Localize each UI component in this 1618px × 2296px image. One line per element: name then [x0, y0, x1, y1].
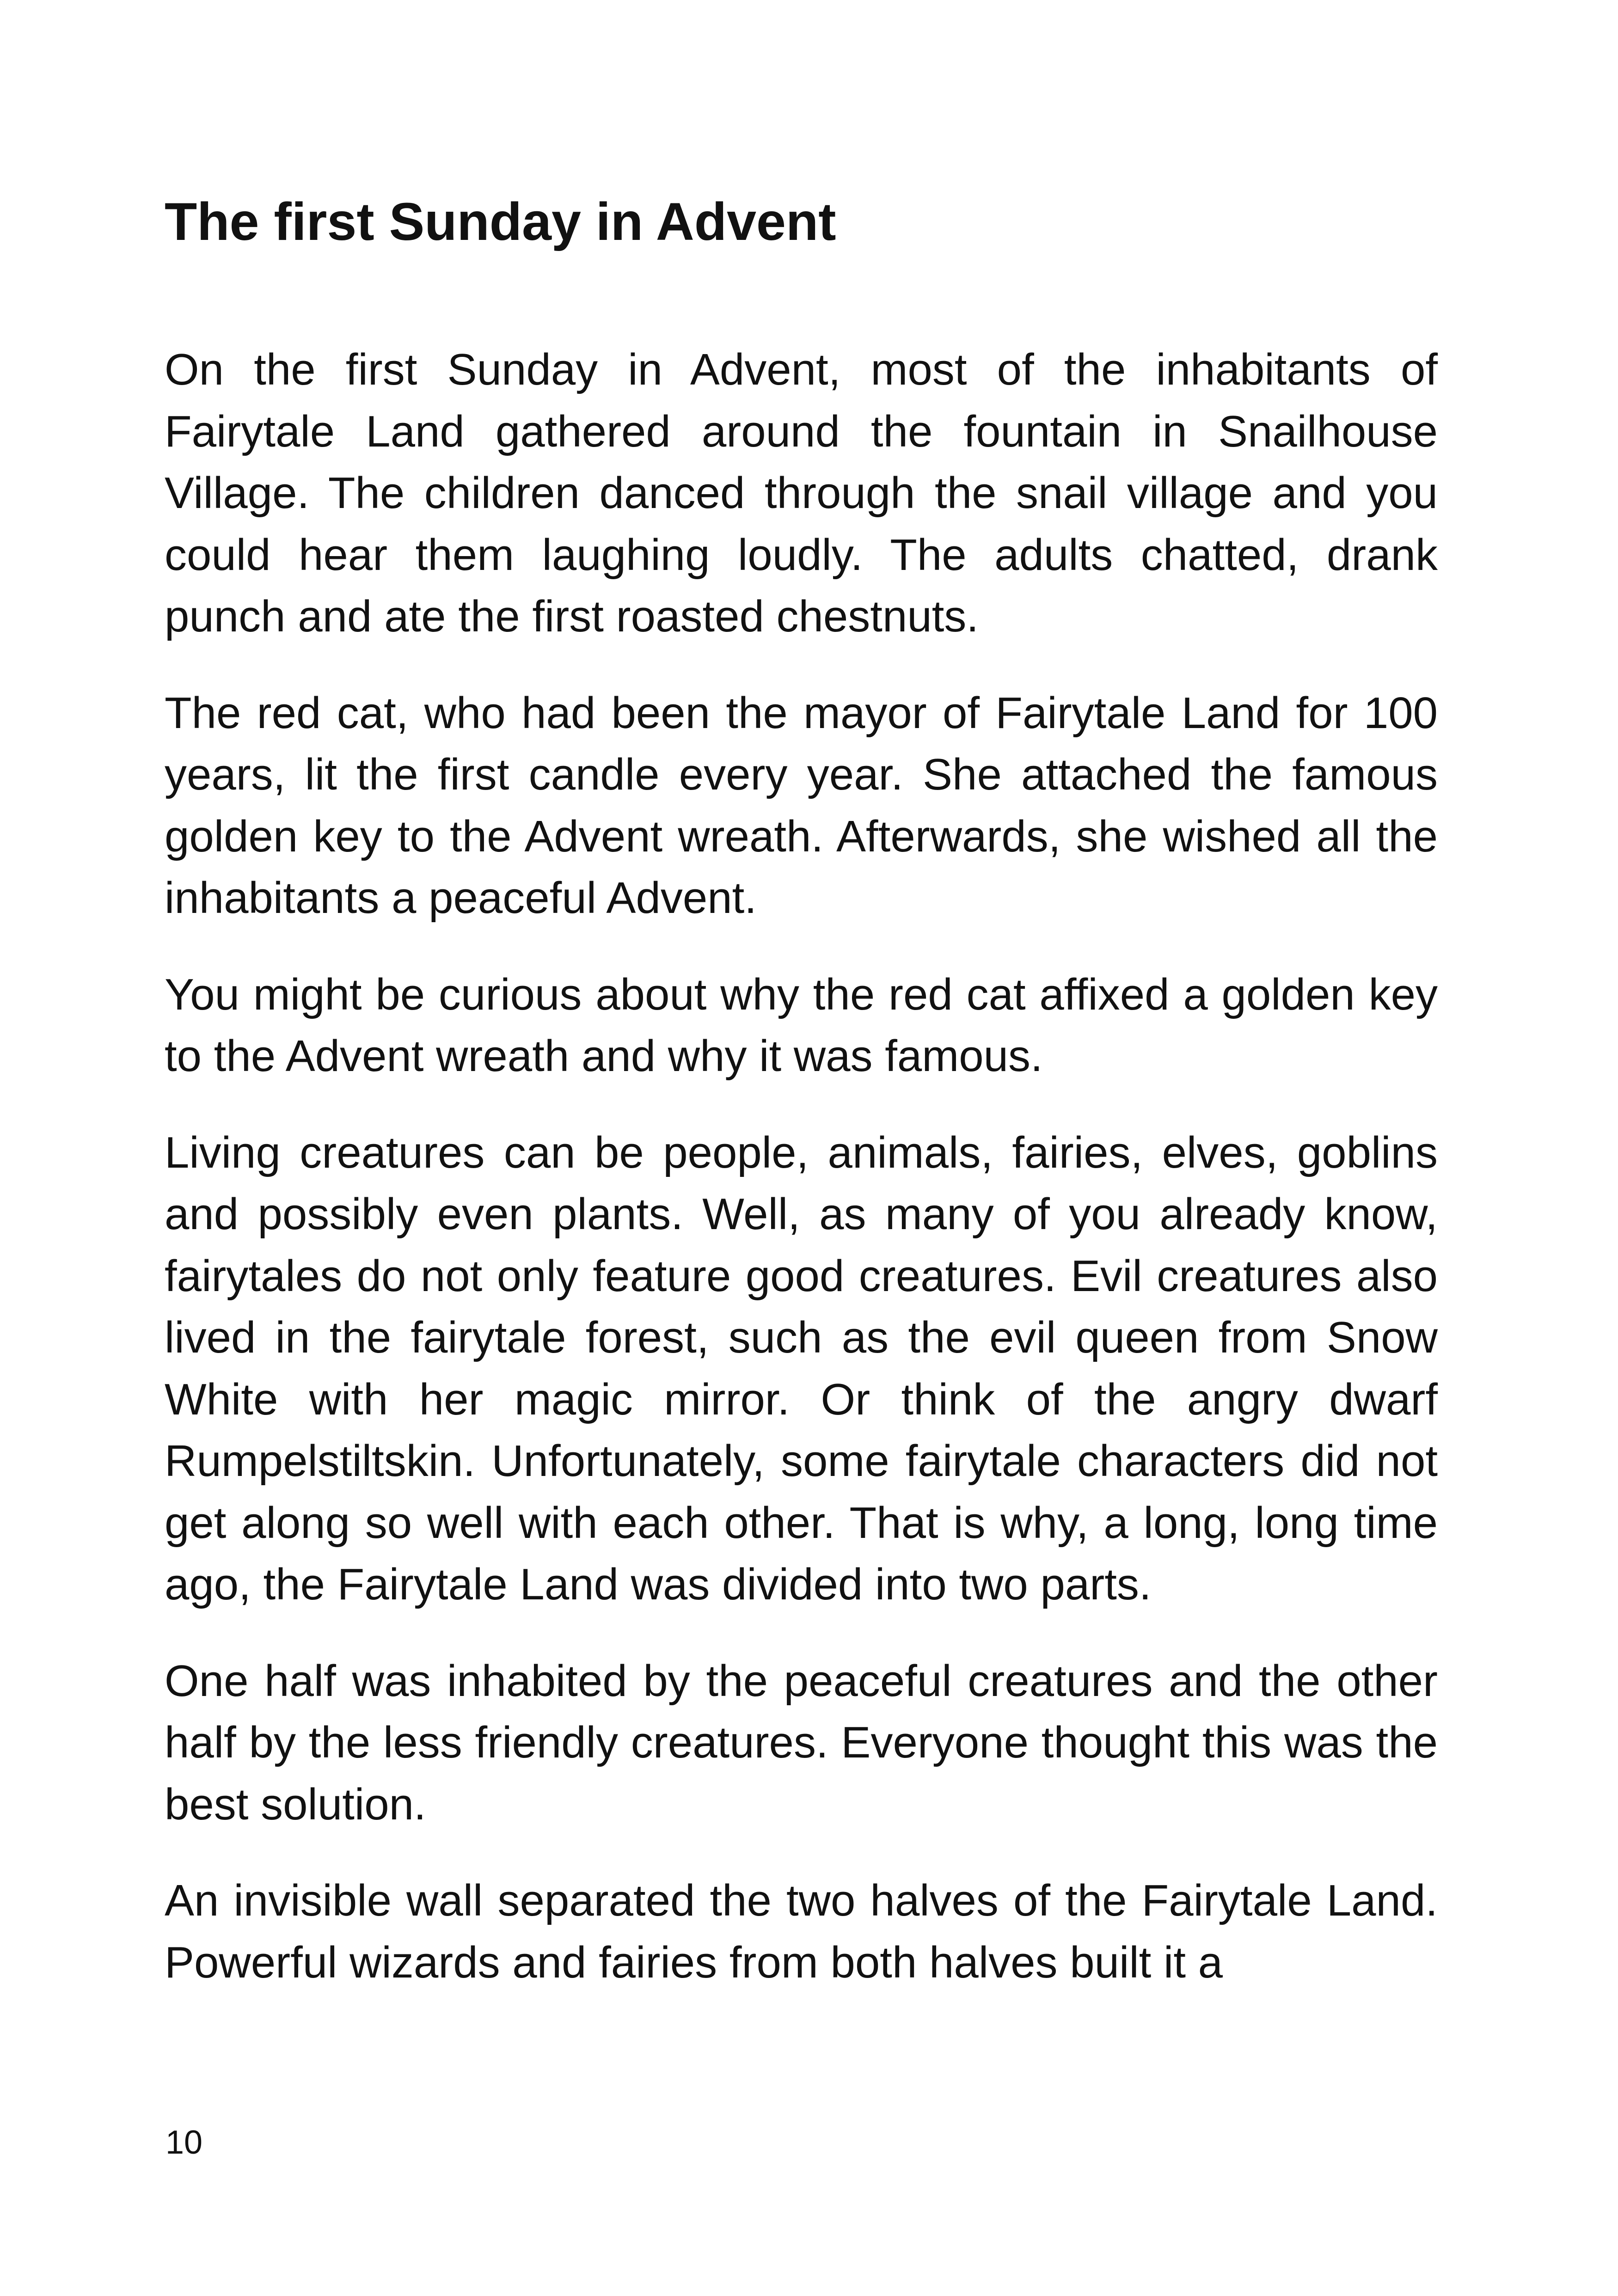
- chapter-title: The first Sunday in Advent: [165, 192, 836, 251]
- paragraph-2: The red cat, who had been the mayor of Fairytale Land for 100 years, lit the first candle every year. She attached the famous golden key to the Advent wreath. Afterwards, she wished all the inhabitants a peaceful Advent.: [165, 688, 1438, 923]
- page-number: 10: [165, 2124, 203, 2161]
- paragraph-3: You might be curious about why the red cat affixed a golden key to the Advent wreath and why it was famous.: [165, 969, 1438, 1081]
- paragraph-6: An invisible wall separated the two halves of the Fairytale Land. Powerful wizards and fairies from both halves built it a: [165, 1876, 1438, 1987]
- paragraph-4: Living creatures can be people, animals, fairies, elves, goblins and possibly even plants. Well, as many of you already know, fairytales do not only feature good creatures. Evil creatures also lived in the fairytale forest, such as the evil queen from Snow White with her magic mirror. Or think of the angry dwarf Rumpelstiltskin. Unfortunately, some fairytale characters did not get along so well with each other. That is why, a long, long time ago, the Fairytale Land was divided into two parts.: [165, 1127, 1438, 1609]
- chapter-body: [165, 339, 1438, 1993]
- paragraph-5: One half was inhabited by the peaceful creatures and the other half by the less friendly creatures. Everyone thought this was the best solution.: [165, 1656, 1438, 1829]
- page-content: [165, 187, 1438, 1993]
- paragraph-1: On the first Sunday in Advent, most of the inhabitants of Fairytale Land gathered around the fountain in Snailhouse Village. The children danced through the snail village and you could hear them laughing loudly. The adults chatted, drank punch and ate the first roasted chestnuts.: [165, 345, 1438, 641]
